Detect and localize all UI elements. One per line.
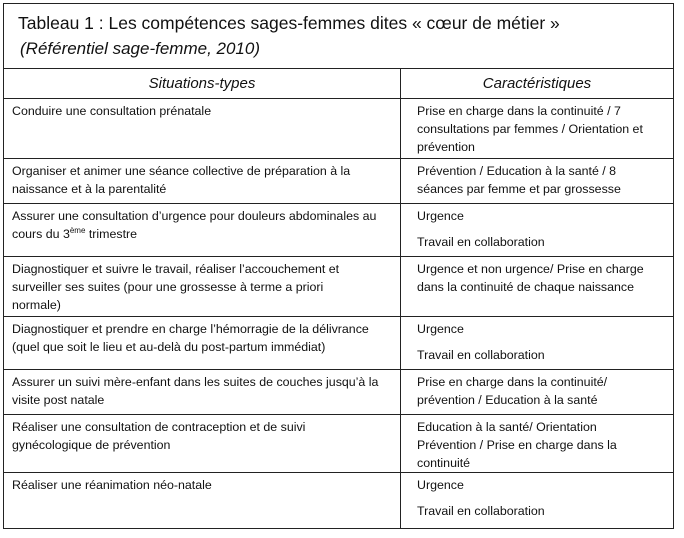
caracteristique-cell: Education à la santé/ Orientation Prévention / Prise en charge dans la continuité (417, 420, 617, 470)
table-row (4, 415, 673, 473)
header-caracteristiques: Caractéristiques (482, 75, 592, 92)
situation-cell: Diagnostiquer et prendre en charge l’hémorragie de la délivrance (quel que soit le lieu et au-delà du post-partum immédiat) (4, 317, 401, 369)
situation-cell: Assurer une consultation d’urgence pour douleurs abdominales au cours du 3ème trimestre (4, 204, 401, 256)
situation-cell: Organiser et animer une séance collective de préparation à la naissance et à la parentalité (4, 159, 401, 203)
caracteristique-cell: Prise en charge dans la continuité / 7 consultations par femmes / Orientation et prévention (417, 104, 643, 154)
table-row (4, 257, 673, 317)
table-title: Tableau 1 : Les compétences sages-femmes dites « cœur de métier » (18, 13, 560, 33)
competences-table (3, 3, 674, 529)
table-row (4, 370, 673, 415)
situation-cell: Diagnostiquer et suivre le travail, réaliser l’accouchement et surveiller ses suites (pour une grossesse à terme a priori normale) (4, 257, 401, 316)
situation-cell: Réaliser une réanimation néo-natale (4, 473, 401, 528)
caracteristique-cell: Prise en charge dans la continuité/ prévention / Education à la santé (417, 375, 608, 407)
table-subtitle: (Référentiel sage-femme, 2010) (20, 39, 261, 58)
caracteristique-cell: Prévention / Education à la santé / 8 séances par femme et par grossesse (417, 164, 621, 196)
header-situations: Situations-types (4, 69, 401, 98)
caracteristique-cell: Urgence Travail en collaboration (417, 322, 545, 362)
table-row (4, 204, 673, 257)
caracteristique-cell: Urgence et non urgence/ Prise en charge dans la continuité de chaque naissance (417, 262, 644, 294)
table-row (4, 99, 673, 159)
situation-cell: Réaliser une consultation de contraception et de suivi gynécologique de prévention (4, 415, 401, 472)
table-row (4, 473, 673, 528)
header-row (4, 69, 673, 99)
caracteristique-cell: Urgence Travail en collaboration (417, 478, 545, 518)
caracteristique-cell: Urgence Travail en collaboration (417, 209, 545, 249)
table-row (4, 317, 673, 370)
table-row (4, 159, 673, 204)
table-caption (4, 4, 673, 69)
situation-cell: Assurer un suivi mère-enfant dans les suites de couches jusqu’à la visite post natale (4, 370, 401, 414)
situation-cell: Conduire une consultation prénatale (4, 99, 401, 158)
